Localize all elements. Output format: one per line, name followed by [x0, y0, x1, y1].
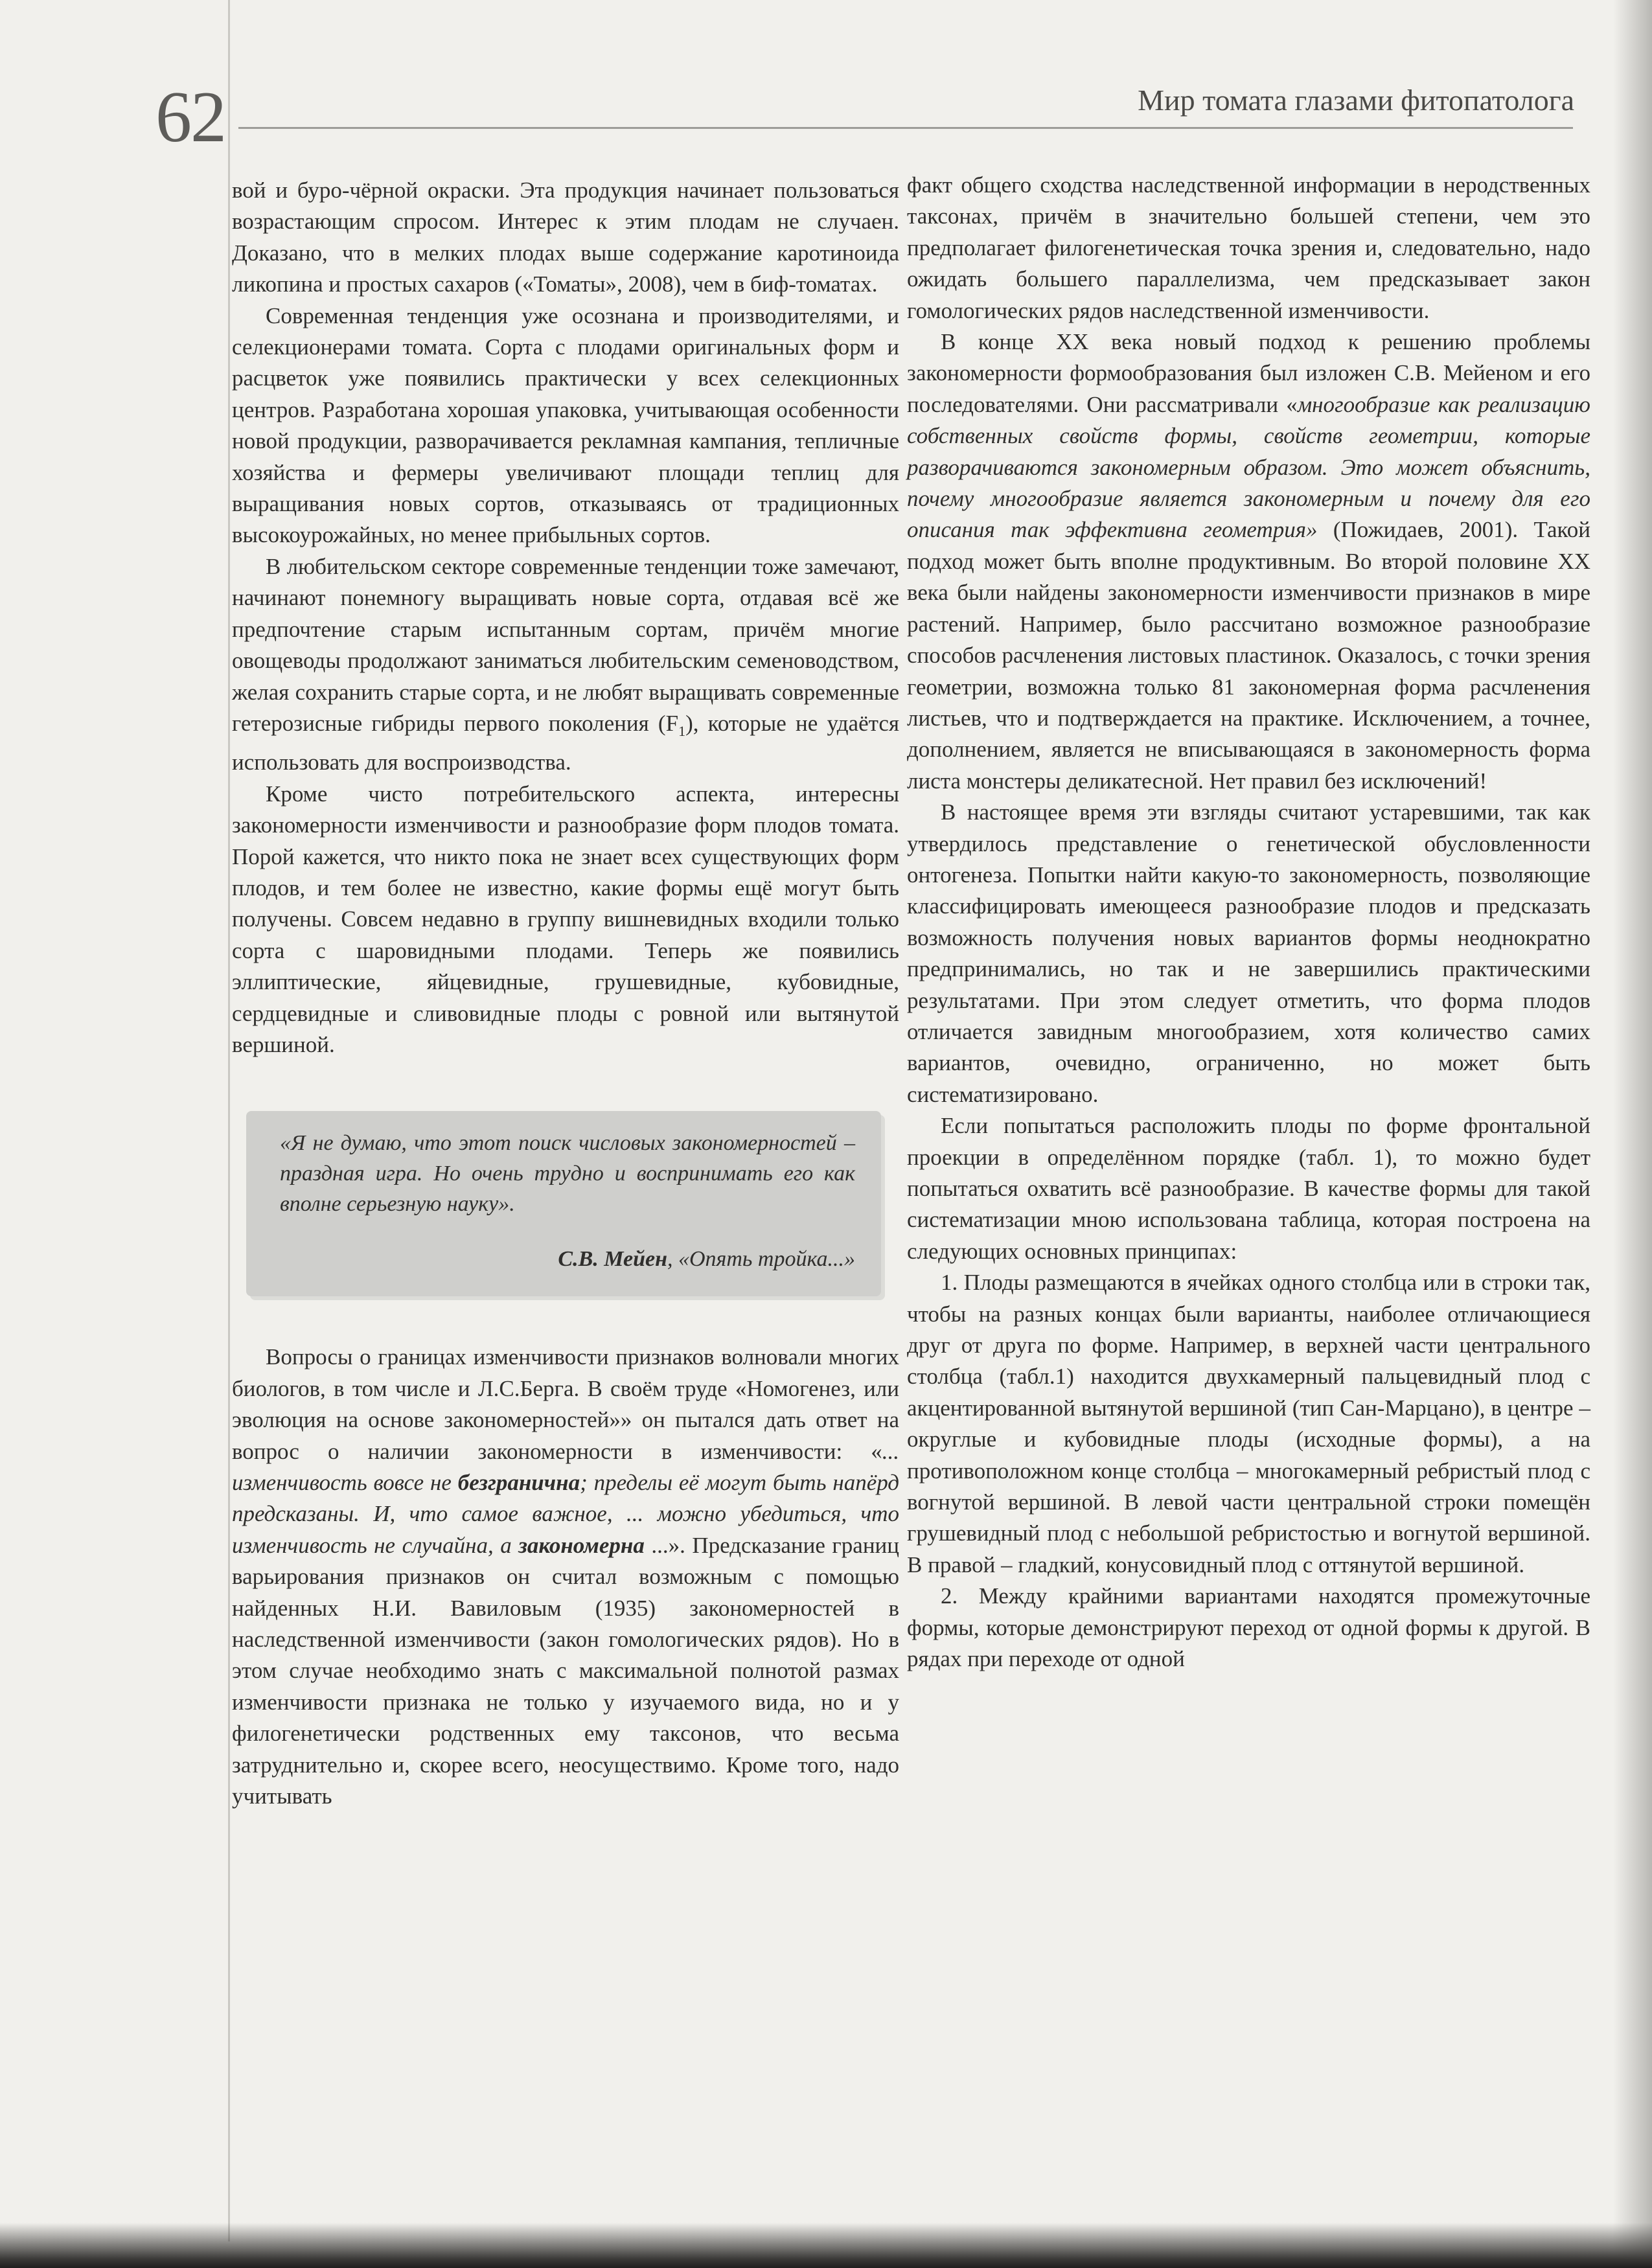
paragraph: 1. Плоды размещаются в ячейках одного столбца или в строки так, чтобы на разных концах были варианты, наиболее отличающиеся друг от друга по форме. Например, в верхней части центрального столбца (табл.1) находится двухкамерный пальцевидный плод с акцентированной вытянутой вершиной (тип Сан-Марцано), в центре – округлые и кубовидные плоды (исходные формы), а на противоположном конце столбца – многокамерный ребристый плод с вогнутой вершиной. В левой части центральной строки помещён грушевидный плод с небольшой ребристостью и вогнутой вершиной. В правой – гладкий, конусовидный плод с оттянутой вершиной.: [907, 1270, 1590, 1577]
quote-text: «Я не думаю, что этот поиск числовых закономерностей – праздная игра. Но очень трудно и воспринимать его как вполне серьезную науку».: [280, 1131, 855, 1217]
paragraph-text: В любительском секторе современные тенденции тоже замечают, начинают понемногу выращивать новые сорта, отдавая всё же предпочтение старым испытанным сортам, причём многие овощеводы продолжают заниматься любительским семеноводством, желая сохранить старые сорта, и не любят выращивать современные гетерозисные гибриды первого поколения (F: [232, 553, 899, 736]
paragraph: [907, 326, 1590, 797]
italic-quote: ; пределы её могут быть напёрд предсказаны. И, что самое важное, ... можно убедиться, что изменчивость не случайна, а: [232, 1470, 899, 1558]
quote-source: , «Опять тройка...»: [667, 1247, 855, 1272]
italic-quote: ... изменчивость вовсе не: [232, 1438, 899, 1495]
paragraph: Современная тенденция уже осознана и производителями, и селекционерами томата. Сорта с плодами оригинальных форм и расцветок уже появились практически у всех селекционных центров. Разработана хорошая упаковка, учитывающая особенности новой продукции, разворачивается рекламная кампания, тепличные хозяйства и фермеры увеличивают площади теплиц для выращивания новых сортов, отказываясь от традиционных высокоурожайных, но менее прибыльных сортов.: [232, 303, 899, 548]
paragraph: [232, 1342, 899, 1812]
paragraph: Если попытаться расположить плоды по форме фронтальной проекции в определённом порядке (табл. 1), то можно будет попытаться охватить всё разнообразие. В качестве формы для такой систематизации мною использована таблица, которая построена на следующих основных принципах:: [907, 1113, 1590, 1264]
paragraph-text: (Пожидаев, 2001). Такой подход может быть вполне продуктивным. Во второй половине XX века были найдены закономерности изменчивости признаков в мире растений. Например, было рассчитано возможное разнообразие способов расчленения листовых пластинок. Оказалось, с точки зрения геометрии, возможна только 81 закономерная форма расчленения листьев, что и подтверждается на практике. Исключением, а точнее, дополнением, является не вписывающаяся в закономерность форма листа монстеры деликатесной. Нет правил без исключений!: [907, 517, 1590, 794]
paragraph: вой и буро-чёрной окраски. Эта продукция начинает пользоваться возрастающим спросом. Интерес к этим плодам не случаен. Доказано, что в мелких плодах выше содержание каротиноида ликопина и простых сахаров («Томаты», 2008), чем в биф-томатах.: [232, 178, 899, 297]
paragraph-text: ), которые не удаётся использовать для воспроизводства.: [232, 710, 899, 775]
paragraph: факт общего сходства наследственной информации в неродственных таксонах, причём в значительно большей степени, чем это предполагает филогенетическая точка зрения и, следовательно, надо ожидать большего параллелизма, чем предсказывает закон гомологических рядов наследственной изменчивости.: [907, 172, 1590, 323]
paragraph-text: Вопросы о границах изменчивости признаков волновали многих биологов, в том числе и Л.С.Берга. В своём труде «Номогенез, или эволюция на основе закономерностей»» он пытался дать ответ на вопрос о наличии закономерности в изменчивости: «: [232, 1344, 899, 1464]
right-column: [907, 170, 1590, 1675]
subscript: 1: [678, 722, 686, 739]
page-edge-shadow: [1613, 0, 1652, 2268]
left-column: [232, 175, 899, 1812]
header-rule: [238, 127, 1573, 129]
paragraph: Кроме чисто потребительского аспекта, интересны закономерности изменчивости и разнообразие форм плодов томата. Порой кажется, что никто пока не знает всех существующих форм плодов, и тем более не известно, какие формы ещё могут быть получены. Совсем недавно в группу вишневидных входили только сорта с шаровидными плодами. Теперь же появились эллиптические, яйцевидные, грушевидные, кубовидные, сердцевидные и сливовидные плоды с ровной или вытянутой вершиной.: [232, 781, 899, 1057]
italic-quote: многообразие как реализацию собственных свойств формы, свойств геометрии, которые разворачиваются закономерным образом. Это может объяснить, почему многообразие является закономерным и почему для его описания так эффективна геометрия»: [907, 391, 1590, 543]
paragraph-text: ...». Предсказание границ варьирования признаков он считал возможным с помощью найденных Н.И. Вавиловым (1935) закономерностей в наследственной изменчивости (закон гомологических рядов). Но в этом случае необходимо знать с максимальной полнотой размах изменчивости признака не только у изучаемого вида, но и у филогенетически родственных ему таксонов, что весьма затруднительно и, скорее всего, неосуществимо. Кроме того, надо учитывать: [232, 1532, 900, 1809]
quote-attribution: [280, 1244, 855, 1274]
quote-author: С.В. Мейен: [558, 1247, 667, 1272]
page-margin-rule: [228, 0, 230, 2241]
epigraph-quote-box: [246, 1111, 881, 1296]
paragraph-text: В конце XX века новый подход к решению проблемы закономерности формообразования был изложен С.В. Мейеном и его последователями. Они рассматривали «: [907, 329, 1590, 417]
running-title: Мир томата глазами фитопатолога: [1138, 84, 1574, 117]
paragraph: В настоящее время эти взгляды считают устаревшими, так как утвердилось представление о генетической обусловленности онтогенеза. Попытки найти какую-то закономерность, позволяющие классифицировать имеющееся разнообразие плодов и предсказать возможность получения новых вариантов формы неоднократно предпринимались, но так и не завершились практическими результатами. При этом следует отметить, что форма плодов отличается завидным многообразием, хотя количество самих вариантов, очевидно, ограниченно, но может быть систематизировано.: [907, 799, 1590, 1107]
paragraph: [232, 551, 899, 779]
page-bottom-shadow: [0, 2223, 1652, 2268]
page-number: 62: [155, 77, 225, 157]
bold-term: закономерна: [518, 1532, 645, 1558]
paragraph: 2. Между крайними вариантами находятся промежуточные формы, которые демонстрируют переход от одной формы к другой. В рядах при переходе от одной: [907, 1583, 1590, 1672]
bold-term: безгранична: [457, 1470, 580, 1495]
